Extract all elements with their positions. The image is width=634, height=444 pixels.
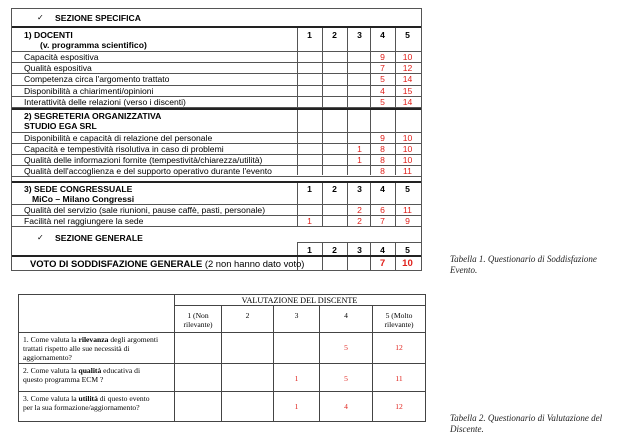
row-value: 14: [402, 74, 413, 85]
row-label: Capacità espositiva: [24, 52, 99, 62]
question-fragment: 3. Come valuta la: [23, 394, 79, 403]
question-fragment: questo programma ECM ?: [23, 375, 104, 384]
caption-line: Evento.: [450, 265, 478, 275]
score-header: 3: [357, 245, 362, 255]
rating-value: 11: [395, 374, 403, 383]
score-header: 2: [332, 245, 337, 255]
row-label: Qualità espositiva: [24, 63, 92, 74]
satisfaction-questionnaire-table: [11, 8, 422, 271]
row-value: 7: [380, 216, 385, 226]
header-very-relevant: [373, 311, 425, 329]
question-fragment: per la sua formazione/aggiornamento?: [23, 403, 140, 412]
rating-value: 1: [294, 402, 299, 411]
row-label: Capacità e tempestività risolutiva in caso di problemi: [24, 144, 224, 154]
row-value: 2: [357, 216, 362, 226]
learner-evaluation-table: [18, 294, 426, 422]
general-vote-label-bold: VOTO DI SODDISFAZIONE GENERALE: [30, 258, 203, 269]
docenti-subtitle: (v. programma scientifico): [40, 40, 147, 50]
row-value: 1: [307, 216, 312, 226]
row-label: Disponibilità a chiarimenti/opinioni: [24, 85, 154, 96]
vote-value: 10: [402, 258, 413, 269]
header-very-relevant-line2: rilevante): [384, 320, 414, 329]
header-4: 4: [344, 311, 348, 320]
row-value: 10: [402, 133, 413, 143]
table2-caption: [450, 413, 602, 435]
question-fragment: educativa di: [101, 366, 141, 375]
score-header: 2: [332, 184, 337, 194]
segreteria-subtitle: STUDIO EGA SRL: [24, 121, 97, 131]
question-fragment: 2. Come valuta la: [23, 366, 79, 375]
sede-subtitle: MiCo – Milano Congressi: [32, 194, 135, 204]
row-value: 2: [357, 205, 362, 215]
docenti-title: 1) DOCENTI: [24, 30, 73, 40]
row-label: Qualità dell'accoglienza e del supporto operativo durante l'evento: [24, 166, 272, 176]
score-header: 5: [405, 30, 410, 40]
caption-line: Tabella 1. Questionario di Soddisfazione: [450, 254, 597, 264]
question-fragment: rilevanza: [78, 335, 109, 344]
row-value: 12: [402, 63, 413, 74]
header-not-relevant-line2: rilevante): [183, 320, 213, 329]
row-label: Facilità nel raggiungere la sede: [24, 216, 144, 226]
score-header: 5: [405, 184, 410, 194]
rating-value: 12: [395, 402, 403, 411]
header-3: 3: [294, 311, 299, 320]
row-value: 1: [357, 155, 362, 165]
score-header: 1: [307, 245, 312, 255]
score-header: 2: [332, 30, 337, 40]
score-header: 5: [405, 245, 410, 255]
question-fragment: utilità: [78, 394, 98, 403]
score-header: 4: [380, 184, 385, 194]
row-value: 1: [357, 144, 362, 154]
score-header: 3: [357, 184, 362, 194]
header-very-relevant-line1: 5 (Molto: [385, 311, 413, 320]
row-value: 4: [380, 85, 385, 96]
vote-value: 7: [379, 258, 386, 269]
row-label: Competenza circa l'argomento trattato: [24, 74, 170, 85]
row-value: 7: [380, 63, 385, 74]
row-value: 5: [380, 74, 385, 85]
row-label: Disponibilità e capacità di relazione del personale: [24, 133, 213, 143]
check-icon: ✓: [37, 233, 44, 242]
question-text: [23, 394, 173, 412]
caption-line: Discente.: [450, 424, 484, 434]
row-value: 8: [380, 144, 385, 154]
score-header: 4: [380, 245, 385, 255]
rating-value: 4: [344, 402, 348, 411]
row-value: 15: [402, 85, 413, 96]
question-fragment: degli argomenti: [108, 335, 159, 344]
row-value: 11: [403, 205, 412, 215]
row-value: 8: [380, 155, 385, 165]
question-text: [23, 366, 173, 384]
question-fragment: trattati rispetto alle sue necessità di: [23, 344, 130, 353]
question-fragment: di questo evento: [97, 394, 150, 403]
row-value: 9: [380, 133, 385, 143]
row-value: 11: [403, 166, 412, 176]
row-value: 10: [402, 144, 413, 154]
check-icon: ✓: [37, 13, 44, 22]
row-label: Qualità delle informazioni fornite (tempestività/chiarezza/utilità): [24, 155, 263, 165]
row-value: 10: [402, 155, 413, 165]
section-general-title: SEZIONE GENERALE: [55, 233, 143, 243]
sede-title: 3) SEDE CONGRESSUALE: [24, 184, 133, 194]
table1-caption: [450, 254, 597, 276]
section-specific-title: SEZIONE SPECIFICA: [55, 13, 141, 23]
score-header: 4: [380, 30, 385, 40]
question-text: [23, 335, 173, 362]
row-value: 9: [405, 216, 410, 226]
score-header: 1: [307, 30, 312, 40]
row-label: Qualità del servizio (sale riunioni, pause caffè, pasti, personale): [24, 205, 266, 215]
rating-value: 5: [344, 374, 348, 383]
rating-value: 1: [294, 374, 299, 383]
header-2: 2: [245, 311, 250, 320]
row-value: 8: [380, 166, 385, 176]
rating-value: 5: [344, 343, 348, 352]
score-header: 1: [307, 184, 312, 194]
row-value: 10: [402, 52, 413, 62]
question-fragment: aggiornamento?: [23, 353, 72, 362]
row-label: Interattività delle relazioni (verso i discenti): [24, 96, 186, 107]
row-value: 14: [402, 96, 413, 107]
header-not-relevant-line1: 1 (Non: [187, 311, 209, 320]
row-value: 6: [380, 205, 385, 215]
score-header: 3: [357, 30, 362, 40]
general-vote-label: [30, 259, 304, 269]
caption-line: Tabella 2. Questionario di Valutazione del: [450, 413, 603, 423]
row-value: 5: [380, 96, 385, 107]
segreteria-title: 2) SEGRETERIA ORGANIZZATIVA: [24, 111, 162, 121]
header-not-relevant: [175, 311, 221, 329]
table2-title: VALUTAZIONE DEL DISCENTE: [241, 296, 358, 305]
question-fragment: qualità: [78, 366, 102, 375]
rating-value: 12: [395, 343, 403, 352]
general-vote-label-note: (2 non hanno dato voto): [204, 258, 305, 269]
row-value: 9: [380, 52, 385, 62]
question-fragment: 1. Come valuta la: [23, 335, 79, 344]
